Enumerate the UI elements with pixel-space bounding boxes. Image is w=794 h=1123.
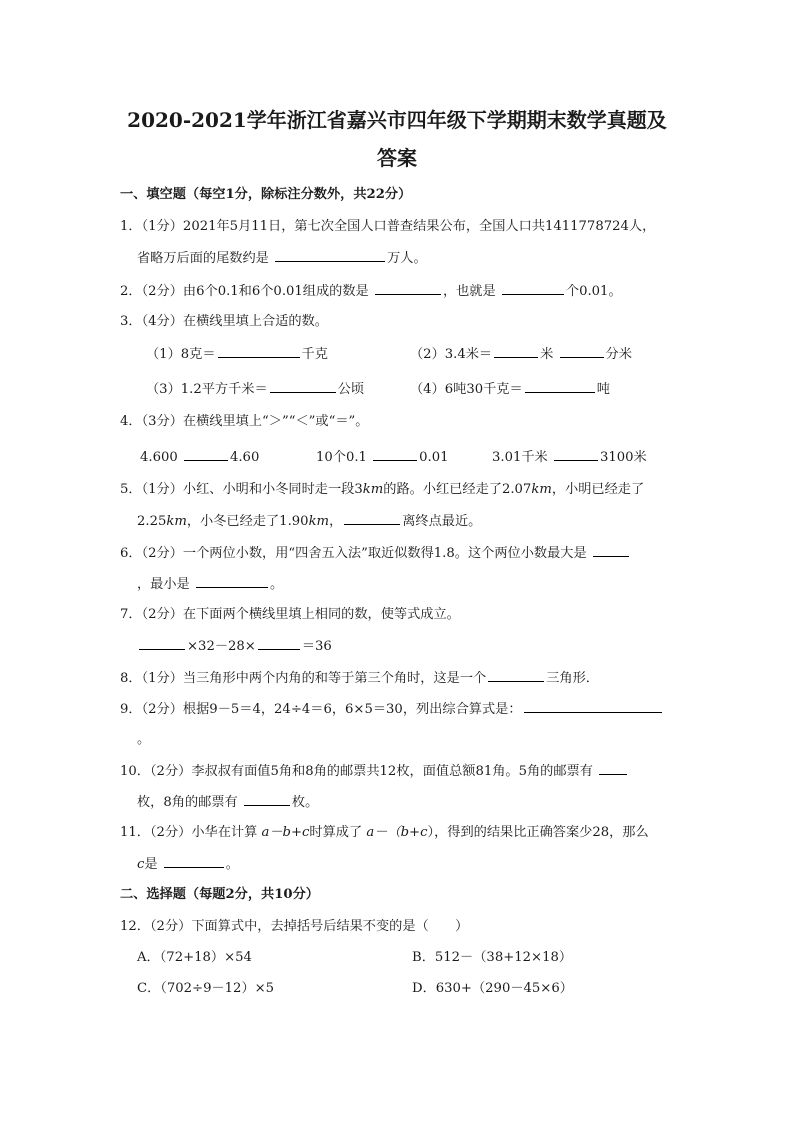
q3-p3-unit: 公顷 [337, 382, 365, 397]
q5-blank[interactable] [344, 512, 400, 525]
q4-compare-2 [316, 448, 449, 467]
q4-c3-blank[interactable] [554, 448, 598, 461]
q4-compare-1 [140, 448, 259, 467]
q9-text-a: 9．（2分）根据9－5＝4，24÷4＝6，6×5＝30，列出综合算式是： [120, 702, 522, 717]
q3-p1-text: （1）8克＝ [146, 347, 216, 362]
q6-blank-1[interactable] [593, 544, 629, 557]
document-title-line2: 答案 [377, 146, 417, 170]
q5-unit-3: km [166, 514, 187, 529]
q3-p2-text: （2）3.4米＝ [410, 347, 493, 362]
q11-text-c: ，得到的结果比正确答案少28，那么 [434, 825, 649, 840]
q6-line2 [137, 575, 283, 594]
q3-p1-unit: 千克 [301, 347, 328, 362]
q5-text-a: 5．（1分）小红、小明和小冬同时走一段3 [120, 482, 363, 497]
q4-c3-right: 3100米 [599, 450, 647, 465]
q11-text-e: 。 [225, 857, 239, 872]
q10-line2 [137, 793, 318, 812]
q6-line1 [120, 544, 631, 563]
q5-line2 [137, 512, 481, 531]
q3-p3-text: （3）1.2平方千米＝ [146, 382, 268, 397]
q6-text-a: 6．（2分）一个两位小数，用“四舍五入法”取近似数得1.8。这个两位小数最大是 [120, 546, 587, 561]
q10-text-b: 枚，8角的邮票有 [137, 795, 238, 810]
q9-line1 [120, 700, 664, 719]
q12-option-b[interactable]: B．512－（38+12×18） [412, 950, 573, 965]
q11-line2 [137, 855, 239, 874]
q4-compare-3 [492, 448, 647, 467]
q10-text-a: 10．（2分）李叔叔有面值5角和8角的邮票共12枚，面值总额81角。5角的邮票有 [120, 764, 593, 779]
q11-expression-2c: ） [427, 825, 435, 840]
q5-line1 [120, 481, 644, 499]
q5-text-g: 离终点最近。 [402, 514, 482, 529]
q5-text-b: 的路。小红已经走了2.07 [383, 482, 532, 497]
q4-c2-blank[interactable] [373, 448, 417, 461]
q1-line1: 1．（1分）2021年5月11日，第七次全国人口普查结果公布，全国人口共1411778724人， [120, 219, 656, 234]
q3-part3 [146, 380, 364, 399]
q12-option-a[interactable]: A．（72+18）×54 [137, 950, 252, 965]
q4-stem: 4．（3分）在横线里填上“＞”“＜”或“＝”。 [120, 414, 369, 429]
q7-eq-text-a: ×32－28× [187, 639, 256, 654]
q3-p1-blank[interactable] [218, 345, 300, 358]
q8-text-a: 8．（1分）当三角形中两个内角的和等于第三个角时，这是一个 [120, 671, 487, 686]
q7-blank-2[interactable] [258, 637, 300, 650]
q5-text-f: ， [329, 514, 343, 529]
q12-option-d[interactable]: D．630+（290－45×6） [412, 981, 573, 996]
q11-variable: c [137, 857, 145, 872]
section1-heading: 一、填空题（每空1分，除标注分数外，共22分） [120, 187, 412, 202]
q3-p2-blank-2[interactable] [560, 345, 604, 358]
q8-blank[interactable] [488, 669, 544, 682]
q4-c3-left: 3.01千米 [492, 450, 548, 465]
q2-blank-1[interactable] [375, 282, 441, 295]
q3-p4-blank[interactable] [525, 380, 595, 393]
q3-part2 [410, 345, 632, 364]
document-title-line1: 2020-2021学年浙江省嘉兴市四年级下学期期末数学真题及 [127, 108, 667, 132]
q3-p4-text: （4）6吨30千克＝ [410, 382, 523, 397]
section2-heading: 二、选择题（每题2分，共10分） [120, 887, 319, 902]
q11-line1 [120, 824, 649, 842]
q4-c2-left: 10个0.1 [316, 450, 367, 465]
q3-p4-unit: 吨 [596, 382, 610, 397]
q1-blank[interactable] [275, 249, 385, 262]
q7-blank-1[interactable] [139, 637, 185, 650]
q3-stem: 3．（4分）在横线里填上合适的数。 [120, 314, 328, 329]
q9-blank[interactable] [524, 700, 662, 713]
q5-text-e: ，小冬已经走了1.90 [186, 514, 309, 529]
q2-text-a: 2．（2分）由6个0.1和6个0.01组成的数是 [120, 284, 369, 299]
q6-blank-2[interactable] [196, 575, 268, 588]
q8-text-b: 三角形． [546, 671, 599, 686]
q7-equation [137, 637, 332, 656]
q12-option-c[interactable]: C．（702÷9－12）×5 [137, 981, 275, 996]
question-8 [120, 669, 599, 688]
q11-text-d: 是 [144, 857, 158, 872]
q10-blank-1[interactable] [599, 762, 627, 775]
q10-text-c: 枚。 [291, 795, 319, 810]
q11-blank[interactable] [164, 855, 224, 868]
q5-unit-1: km [362, 482, 384, 497]
q3-p2-blank-1[interactable] [494, 345, 538, 358]
q11-expression-2b: b+c [400, 825, 428, 840]
q2-text-b: ，也就是 [442, 284, 496, 299]
q6-text-b: ，最小是 [137, 577, 190, 592]
q2-blank-2[interactable] [502, 282, 564, 295]
q4-c1-right: 4.60 [229, 450, 260, 465]
q3-p3-blank[interactable] [270, 380, 336, 393]
q3-p2-unit-2: 分米 [605, 347, 632, 362]
q3-part4 [410, 380, 610, 399]
q11-expression-2a: a－（ [366, 825, 401, 840]
q7-eq-text-b: ＝36 [301, 639, 332, 654]
q3-p2-unit-1: 米 [540, 347, 554, 362]
q10-blank-2[interactable] [244, 793, 290, 806]
q5-text-c: ，小明已经走了 [551, 482, 645, 497]
q4-c1-blank[interactable] [184, 448, 228, 461]
q4-c2-right: 0.01 [419, 450, 449, 465]
q6-text-c: 。 [269, 577, 284, 592]
q1-line2 [137, 249, 427, 268]
question-2 [120, 282, 622, 301]
q9-line2: 。 [137, 732, 151, 747]
q4-c1-left: 4.600 [140, 450, 178, 465]
q1-text: 省略万后面的尾数约是 [137, 251, 269, 266]
q11-text-b: 时算成了 [309, 825, 363, 840]
q1-unit: 万人。 [387, 251, 427, 266]
q10-line1 [120, 762, 629, 781]
q5-unit-4: km [308, 514, 330, 529]
q12-stem: 12．（2分）下面算式中，去掉括号后结果不变的是（ ） [120, 919, 469, 934]
q5-unit-2: km [531, 482, 552, 497]
q11-expression-1: a－b+c [261, 825, 310, 840]
q7-stem: 7．（2分）在下面两个横线里填上相同的数，使等式成立。 [120, 607, 460, 622]
q5-text-d: 2.25 [137, 514, 167, 529]
q3-part1 [146, 345, 328, 364]
q2-text-c: 个0.01。 [565, 284, 622, 299]
q11-text-a: 11．（2分）小华在计算 [120, 825, 258, 840]
